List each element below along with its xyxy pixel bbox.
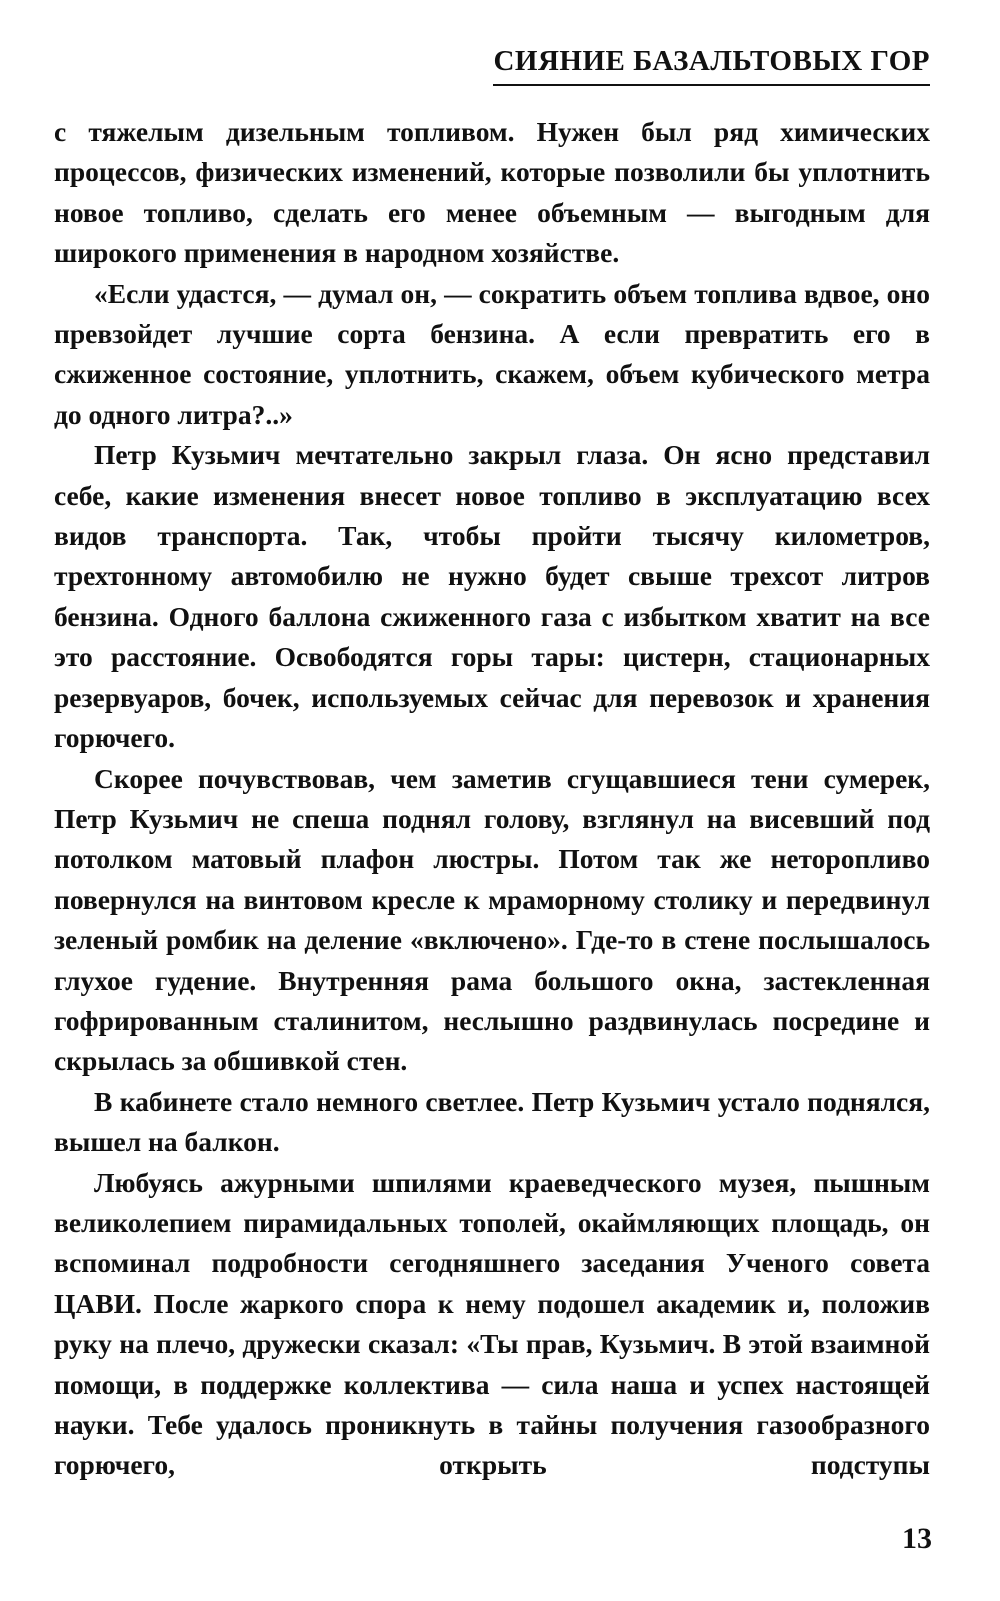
paragraph-5: В кабинете стало немного светлее. Петр Кузьмич устало поднялся, вышел на балкон.	[54, 1085, 930, 1158]
paragraph-4: Скорее почувствовав, чем заметив сгущавшиеся тени сумерек, Петр Кузьмич не спеша поднял голову, взглянул на висевший под потолком матовый плафон люстры. Потом так же неторопливо повернулся на винтовом кресле к мраморному столику и передвинул зеленый ромбик на деление «включено». Где-то в стене послышалось глухое гудение. Внутренняя рама большого окна, застекленная гофрированным сталинитом, неслышно раздвинулась посредине и скрылась за обшивкой стен.	[54, 762, 930, 1077]
page-number: 13	[902, 1522, 932, 1555]
body-text	[54, 112, 930, 1486]
paragraph-6: Любуясь ажурными шпилями краеведческого музея, пышным великолепием пирамидальных тополей, окаймляющих площадь, он вспоминал подробности сегодняшнего заседания Ученого совета ЦАВИ. После жаркого спора к нему подошел академик и, положив руку на плечо, дружески сказал: «Ты прав, Кузьмич. В этой взаимной помощи, в поддержке коллектива — сила наша и успех настоящей науки. Тебе удалось проникнуть в тайны получения газообразного горючего, открыть подступы	[54, 1166, 930, 1481]
paragraph-2: «Если удастся, — думал он, — сократить объем топлива вдвое, оно превзойдет лучшие сорта бензина. А если превратить его в сжиженное состояние, уплотнить, скажем, объем кубического метра до одного литра?..»	[54, 277, 930, 430]
running-title: СИЯНИЕ БАЗАЛЬТОВЫХ ГОР	[493, 44, 930, 86]
paragraph-1: с тяжелым дизельным топливом. Нужен был ряд химических процессов, физических изменений, которые позволили бы уплотнить новое топливо, сделать его менее объемным — выгодным для широкого применения в народном хозяйстве.	[54, 116, 930, 269]
paragraph-3: Петр Кузьмич мечтательно закрыл глаза. Он ясно представил себе, какие изменения внесет новое топливо в эксплуатацию всех видов транспорта. Так, чтобы пройти тысячу километров, трехтонному автомобилю не нужно будет свыше трехсот литров бензина. Одного баллона сжиженного газа с избытком хватит на все это расстояние. Освободятся горы тары: цистерн, стационарных резервуаров, бочек, используемых сейчас для перевозок и хранения горючего.	[54, 439, 930, 754]
